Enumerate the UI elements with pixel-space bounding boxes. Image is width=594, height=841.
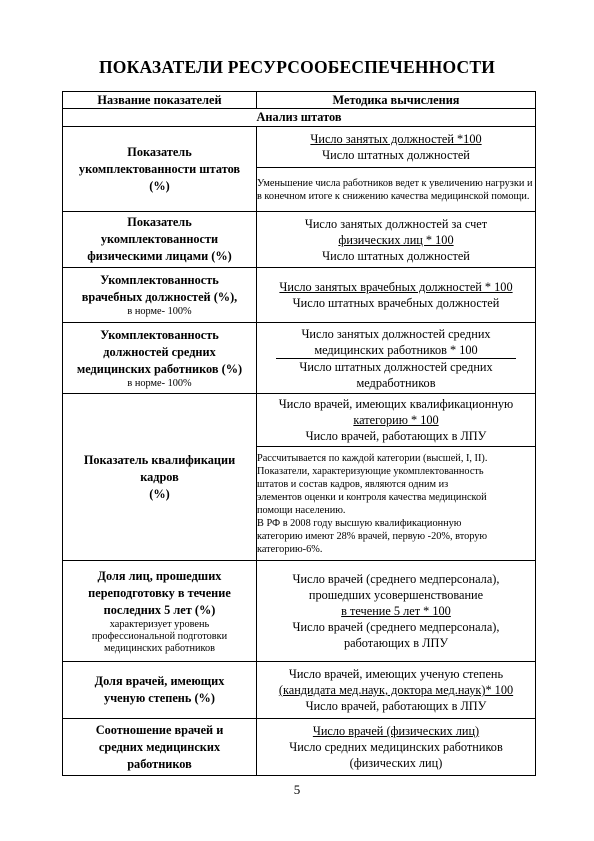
- name-line: Показатель: [127, 215, 192, 229]
- note-line: штатов и состав кадров, являются одним из: [257, 478, 449, 490]
- formula-cell: [257, 323, 536, 394]
- formula-denominator: Число штатных врачебных должностей: [292, 296, 500, 310]
- formula-denominator: Число врачей (среднего медперсонала),: [292, 620, 500, 634]
- sub-note: характеризует уровень: [109, 618, 210, 630]
- indicators-table: [62, 91, 536, 776]
- page-title: ПОКАЗАТЕЛИ РЕСУРСООБЕСПЕЧЕННОСТИ: [98, 57, 496, 77]
- name-line: должностей средних: [103, 344, 216, 359]
- formula-cell: [257, 662, 536, 719]
- note-line: категорию имеют 28% врачей, первую -20%, вторую: [257, 530, 488, 542]
- formula-denominator: Число штатных должностей: [322, 148, 470, 163]
- formula-numerator: Число занятых должностей средних: [301, 326, 491, 341]
- name-line: Укомплектованность: [100, 273, 219, 287]
- indicator-name: [63, 662, 257, 719]
- name-line: укомплектованности: [100, 232, 219, 246]
- table-row: [63, 561, 536, 662]
- name-line: (%): [149, 486, 170, 501]
- formula-denominator: Число штатных должностей: [322, 248, 470, 263]
- formula-denominator: Число врачей, работающих в ЛПУ: [305, 429, 487, 443]
- page-number: 5: [293, 782, 301, 797]
- table-row: [63, 268, 536, 323]
- table-row: [63, 212, 536, 268]
- norm-note: в норме- 100%: [127, 377, 192, 389]
- note-line: помощи населению.: [257, 504, 346, 516]
- sub-note: медицинских работников: [103, 642, 216, 654]
- name-line: кадров: [140, 469, 179, 484]
- formula-cell: [257, 394, 536, 447]
- table-row: [63, 394, 536, 447]
- note-line: категорию-6%.: [257, 543, 323, 555]
- formula-numerator: Число занятых врачебных должностей * 100: [279, 280, 513, 294]
- note-line: В РФ в 2008 году высшую квалификационную: [257, 517, 462, 529]
- table-row: [63, 719, 536, 776]
- formula-numerator: (кандидата мед.наук, доктора мед.наук)* 100: [278, 683, 514, 697]
- table-row: [63, 127, 536, 168]
- formula-cell: [257, 212, 536, 268]
- formula-cell: [257, 268, 536, 323]
- name-line: средних медицинских: [98, 739, 221, 754]
- formula-cell: [257, 127, 536, 168]
- header-method: Методика вычисления: [257, 92, 536, 109]
- name-line: врачебных должностей (%),: [81, 290, 238, 304]
- indicator-name: [63, 394, 257, 561]
- name-line: (%): [149, 178, 170, 193]
- formula-denominator: Число штатных должностей средних: [299, 359, 493, 374]
- indicator-name: [63, 719, 257, 776]
- note-line: Рассчитывается по каждой категории (высшей, I, II).: [257, 452, 488, 464]
- name-line: последних 5 лет (%): [103, 602, 216, 617]
- formula-numerator: Число занятых должностей за счет: [304, 216, 488, 231]
- norm-note: в норме- 100%: [127, 306, 192, 317]
- sub-note: профессиональной подготовки: [91, 630, 228, 642]
- name-line: Показатель: [127, 144, 192, 159]
- formula-numerator: Число врачей (физических лиц): [312, 724, 480, 738]
- formula-denominator: Число средних медицинских работников: [289, 740, 503, 754]
- name-line: Показатель квалификации: [83, 452, 236, 467]
- name-line: Укомплектованность: [100, 327, 219, 342]
- name-line: переподготовку в течение: [88, 585, 231, 600]
- name-line: ученую степень (%): [104, 691, 215, 705]
- table-header-row: [63, 92, 536, 109]
- formula-denominator: работающих в ЛПУ: [343, 636, 449, 650]
- indicator-name: [63, 323, 257, 394]
- formula-numerator: физических лиц * 100: [338, 232, 454, 247]
- indicator-name: [63, 212, 257, 268]
- name-line: работников: [127, 756, 192, 771]
- formula-denominator: медработников: [356, 375, 436, 390]
- note-cell: Уменьшение числа работников ведет к увеличению нагрузки и в конечном итоге к снижению качества медицинской помощи.: [257, 168, 536, 212]
- name-line: Доля лиц, прошедших: [97, 568, 222, 583]
- indicator-name: [63, 268, 257, 323]
- formula-cell: [257, 561, 536, 662]
- section-row: [63, 109, 536, 127]
- formula-numerator: Число занятых должностей *100: [310, 132, 482, 147]
- indicator-name: [63, 127, 257, 212]
- note-line: Показатели, характеризующие укомплектованность: [257, 465, 484, 477]
- name-line: Доля врачей, имеющих: [94, 674, 225, 688]
- note-line: элементов оценки и контроля качества медицинской: [257, 491, 487, 503]
- formula-numerator: медицинских работников * 100: [314, 342, 478, 357]
- name-line: физическими лицами (%): [87, 249, 232, 263]
- table-row: [63, 323, 536, 394]
- formula-numerator: категорию * 100: [353, 413, 439, 427]
- formula-numerator: Число врачей, имеющих квалификационную: [278, 397, 514, 411]
- formula-numerator: Число врачей, имеющих ученую степень: [288, 667, 504, 681]
- formula-numerator: прошедших усовершенствование: [308, 588, 484, 602]
- name-line: медицинских работников (%): [76, 361, 243, 376]
- name-line: укомплектованности штатов: [78, 161, 241, 176]
- formula-cell: [257, 719, 536, 776]
- formula-numerator: в течение 5 лет * 100: [341, 604, 451, 618]
- table-row: [63, 662, 536, 719]
- section-title: Анализ штатов: [63, 109, 536, 127]
- formula-denominator: Число врачей, работающих в ЛПУ: [305, 699, 487, 713]
- formula-numerator: Число врачей (среднего медперсонала),: [292, 572, 500, 586]
- header-name: Название показателей: [63, 92, 257, 109]
- name-line: Соотношение врачей и: [95, 722, 224, 737]
- note-cell: [257, 447, 536, 561]
- formula-denominator: (физических лиц): [349, 756, 443, 770]
- indicator-name: [63, 561, 257, 662]
